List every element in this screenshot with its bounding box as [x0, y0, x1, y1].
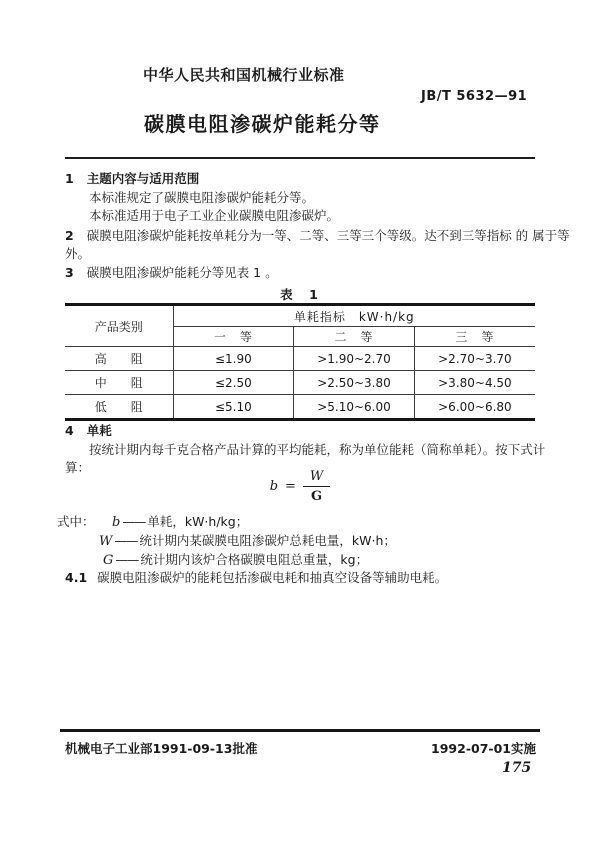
cell-category: 中 阻 [65, 371, 173, 395]
formula-def-b [112, 513, 248, 531]
def-text-g: 统计期内该炉合格碳膜电阻总重量，kg； [140, 552, 369, 567]
def-text-w: 统计期内某碳膜电阻渗碳炉总耗电量，kW·h； [139, 533, 396, 548]
section-2-text: 碳膜电阻渗碳炉能耗按单耗分为一等、二等、三等三个等级。达不到三等指标 的 属于等 [86, 228, 570, 243]
table-row-low-resistance [65, 395, 535, 420]
cell-grade2: >5.10~6.00 [294, 395, 415, 420]
formula-fraction [303, 469, 330, 504]
cell-category: 低 阻 [65, 395, 173, 420]
section-1-heading [65, 170, 199, 187]
cell-grade3: >6.00~6.80 [414, 395, 535, 420]
def-dash: —— [115, 552, 139, 567]
cell-grade2: >2.50~3.80 [294, 371, 415, 395]
section-4-paragraph-line-2: 算： [65, 460, 91, 475]
section-2-line-2: 外。 [65, 246, 91, 261]
section-1-paragraph-2: 本标准适用于电子工业企业碳膜电阻渗碳炉。 [89, 208, 340, 223]
table-row-high-resistance [65, 347, 535, 371]
energy-grade-table [65, 303, 535, 421]
formula-lhs: b [269, 479, 279, 494]
standard-code: JB/T 5632—91 [421, 89, 528, 104]
def-text-b: 单耗，kW·h/kg； [147, 514, 249, 529]
section-2-line-1 [65, 227, 570, 244]
section-4-number: 4 [65, 423, 74, 438]
formula-equals: = [285, 479, 296, 494]
table-row-medium-resistance [65, 371, 535, 395]
section-4-title: 单耗 [86, 423, 112, 438]
unit-consumption-formula [0, 469, 600, 504]
cell-grade1: ≤2.50 [173, 371, 294, 395]
col-header-product-category: 产品类别 [65, 305, 173, 347]
col-header-grade-2: 二 等 [294, 327, 415, 347]
cell-grade3: >2.70~3.70 [414, 347, 535, 371]
where-label: 式中： [57, 514, 95, 529]
section-3-text: 碳膜电阻渗碳炉能耗分等见表 1 。 [86, 265, 278, 280]
formula-def-w [99, 532, 396, 550]
def-dash: —— [122, 514, 146, 529]
section-1-number: 1 [65, 171, 74, 186]
document-title: 碳膜电阻渗碳炉能耗分等 [144, 112, 381, 136]
def-dash: —— [114, 533, 138, 548]
table-caption: 表 1 [280, 287, 320, 302]
formula-numerator: W [303, 469, 330, 487]
section-1-paragraph-1: 本标准规定了碳膜电阻渗碳炉能耗分等。 [89, 190, 315, 205]
cell-grade3: >3.80~4.50 [414, 371, 535, 395]
formula-denominator: G [311, 489, 323, 504]
cell-grade1: ≤5.10 [173, 395, 294, 420]
page-number: 175 [502, 760, 532, 776]
cell-category: 高 阻 [65, 347, 173, 371]
footer-divider [60, 729, 540, 732]
approval-note: 机械电子工业部1991-09-13批准 [65, 741, 258, 756]
implementation-note: 1992-07-01实施 [431, 741, 536, 756]
section-2-number: 2 [65, 228, 74, 243]
section-1-title: 主题内容与适用范围 [86, 171, 200, 186]
col-header-grade-3: 三 等 [414, 327, 535, 347]
cell-grade2: >1.90~2.70 [294, 347, 415, 371]
section-4-heading [65, 422, 112, 439]
section-4-1-text: 碳膜电阻渗碳炉的能耗包括渗碳电耗和抽真空设备等辅助电耗。 [97, 570, 448, 585]
symbol-g: G [103, 553, 114, 568]
section-3-line [65, 264, 278, 281]
col-header-grade-1: 一 等 [213, 330, 253, 344]
section-4-1-number: 4.1 [65, 570, 88, 585]
col-header-unit-consumption-index: 单耗指标 kW·h/kg [173, 305, 535, 327]
section-4-paragraph-line-1: 按统计期内每千克合格产品计算的平均能耗，称为单位能耗（简称单耗）。按下式计 [89, 442, 546, 457]
cell-grade1: ≤1.90 [173, 347, 294, 371]
standard-org-title: 中华人民共和国机械行业标准 [143, 66, 345, 84]
header-divider [65, 157, 535, 159]
table-header-row-group [65, 305, 535, 327]
formula-def-g [103, 551, 368, 569]
symbol-b: b [112, 515, 121, 530]
symbol-w: W [99, 534, 113, 549]
section-4-1-line [65, 569, 447, 586]
section-3-number: 3 [65, 265, 74, 280]
